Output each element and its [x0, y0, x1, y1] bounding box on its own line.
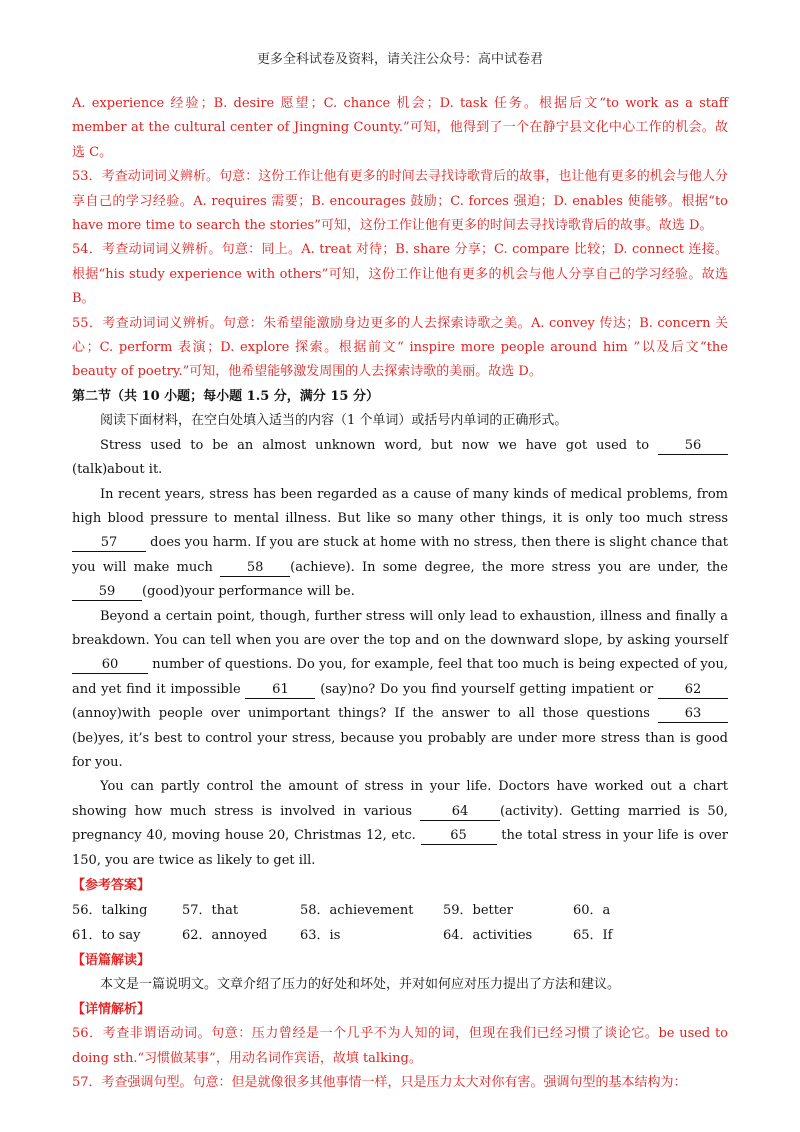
answer-56: 56．talking: [72, 903, 148, 918]
passage-paragraph-1: Stress used to be an almost unknown word, but now we have got used to 56(talk)about it.: [72, 434, 728, 483]
blank-57: 57: [72, 535, 146, 552]
blank-56: 56: [658, 438, 728, 455]
blank-60: 60: [72, 657, 148, 674]
answer-row-1: [72, 898, 728, 923]
analysis-52: A. experience 经验；B. desire 愿望；C. chance 机会；D. task 任务。根据后文“to work as a staff member at the cultural center of Jingning County.”可知，他得到了一个在静宁县文化中心工作的机会。故选 C。: [72, 96, 728, 160]
passage-paragraph-4: You can partly control the amount of stress in your life. Doctors have worked out a chart showing how much stress is involved in various 64 (activity). Getting married is 50, pregnancy 40, moving house 20, Christmas 12, etc. 65 the total stress in your life is over 150, you are twice as likely to get ill.: [72, 779, 728, 868]
answer-58: 58．achievement: [300, 903, 414, 918]
answer-tag: 【参考答案】: [72, 878, 151, 893]
section-title: 第二节（共 10 小题；每小题 1.5 分，满分 15 分）: [72, 388, 379, 404]
document-body: [72, 92, 728, 1096]
blank-58: 58: [220, 560, 290, 577]
answer-62: 62．annoyed: [182, 928, 268, 943]
passage-paragraph-2: In recent years, stress has been regarded as a cause of many kinds of medical problems, from high blood pressure to mental illness. But like so many other things, it is only too much stress 57 does you harm. If you are stuck at home with no stress, then there is slight chance that you will make much 58 (achieve). In some degree, the more stress you are under, the 59 (good)your performance will be.: [72, 486, 728, 600]
detail-57: 57．考查强调句型。句意：但是就像很多其他事情一样，只是压力太大对你有害。强调句型的基本结构为：: [72, 1075, 687, 1091]
answer-61: 61．to say: [72, 928, 141, 943]
answer-63: 63．is: [300, 928, 341, 943]
passage-paragraph-3: Beyond a certain point, though, further stress will only lead to exhaustion, illness and finally a breakdown. You can tell when you are over the top and on the downward slope, by asking yourself 60 number of questions. Do you, for example, feel that too much is being expected of you, and yet find it impossible 61 (say)no? Do you find yourself getting impatient or 62(annoy)with people over unimportant things? If the answer to all those questions 63(be)yes, it’s best to control your stress, because you probably are under more stress than is good for you.: [72, 608, 728, 770]
analysis-55: 55．考查动词词义辨析。句意：朱希望能激励身边更多的人去探索诗歌之美。A. convey 传达；B. concern 关心；C. perform 表演；D. explore 探索。根据前文“ inspire more people around him ”以及后文“the beauty of poetry.”可知，他希望能够激发周围的人去探索诗歌的美丽。故选 D。: [72, 315, 728, 380]
blank-62: 62: [658, 682, 728, 699]
answer-65: 65．If: [573, 928, 613, 943]
blank-61: 61: [245, 682, 315, 699]
analysis-53: 53．考查动词词义辨析。句意：这份工作让他有更多的时间去寻找诗歌背后的故事，也让他有更多的机会与他人分享自己的学习经验。A. requires 需要；B. encourages 鼓励；C. forces 强迫；D. enables 使能够。根据“to have more time to search the stories”可知，这份工作让他有更多的时间去寻找诗歌背后的故事。故选 D。: [72, 169, 728, 234]
detail-analysis-tag: 【详情解析】: [72, 1002, 151, 1018]
passage-analysis-tag: 【语篇解读】: [72, 953, 151, 968]
answer-60: 60．a: [573, 903, 611, 918]
page-header: 更多全科试卷及资料，请关注公众号：高中试卷君: [256, 52, 543, 67]
passage-summary: 本文是一篇说明文。文章介绍了压力的好处和坏处，并对如何应对压力提出了方法和建议。: [100, 977, 621, 992]
analysis-54: 54．考查动词词义辨析。句意：同上。A. treat 对待；B. share 分享；C. compare 比较；D. connect 连接。根据“his study experience with others”可知，这份工作让他有更多的机会与他人分享自己的学习经验。故选 B。: [72, 242, 728, 307]
instructions: 阅读下面材料，在空白处填入适当的内容（1 个单词）或括号内单词的正确形式。: [100, 413, 568, 429]
blank-65: 65: [421, 828, 497, 845]
answer-59: 59．better: [443, 903, 513, 918]
blank-59: 59: [72, 584, 142, 601]
blank-64: 64: [420, 804, 500, 821]
detail-56: 56．考查非谓语动词。句意：压力曾经是一个几乎不为人知的词，但现在我们已经习惯了谈论它。be used to doing sth.“习惯做某事”，用动名词作宾语，故填 talking。: [72, 1026, 728, 1066]
answer-57: 57．that: [182, 903, 239, 918]
answer-64: 64．activities: [443, 928, 533, 943]
blank-63: 63: [658, 706, 728, 723]
answer-row-2: [72, 923, 728, 948]
